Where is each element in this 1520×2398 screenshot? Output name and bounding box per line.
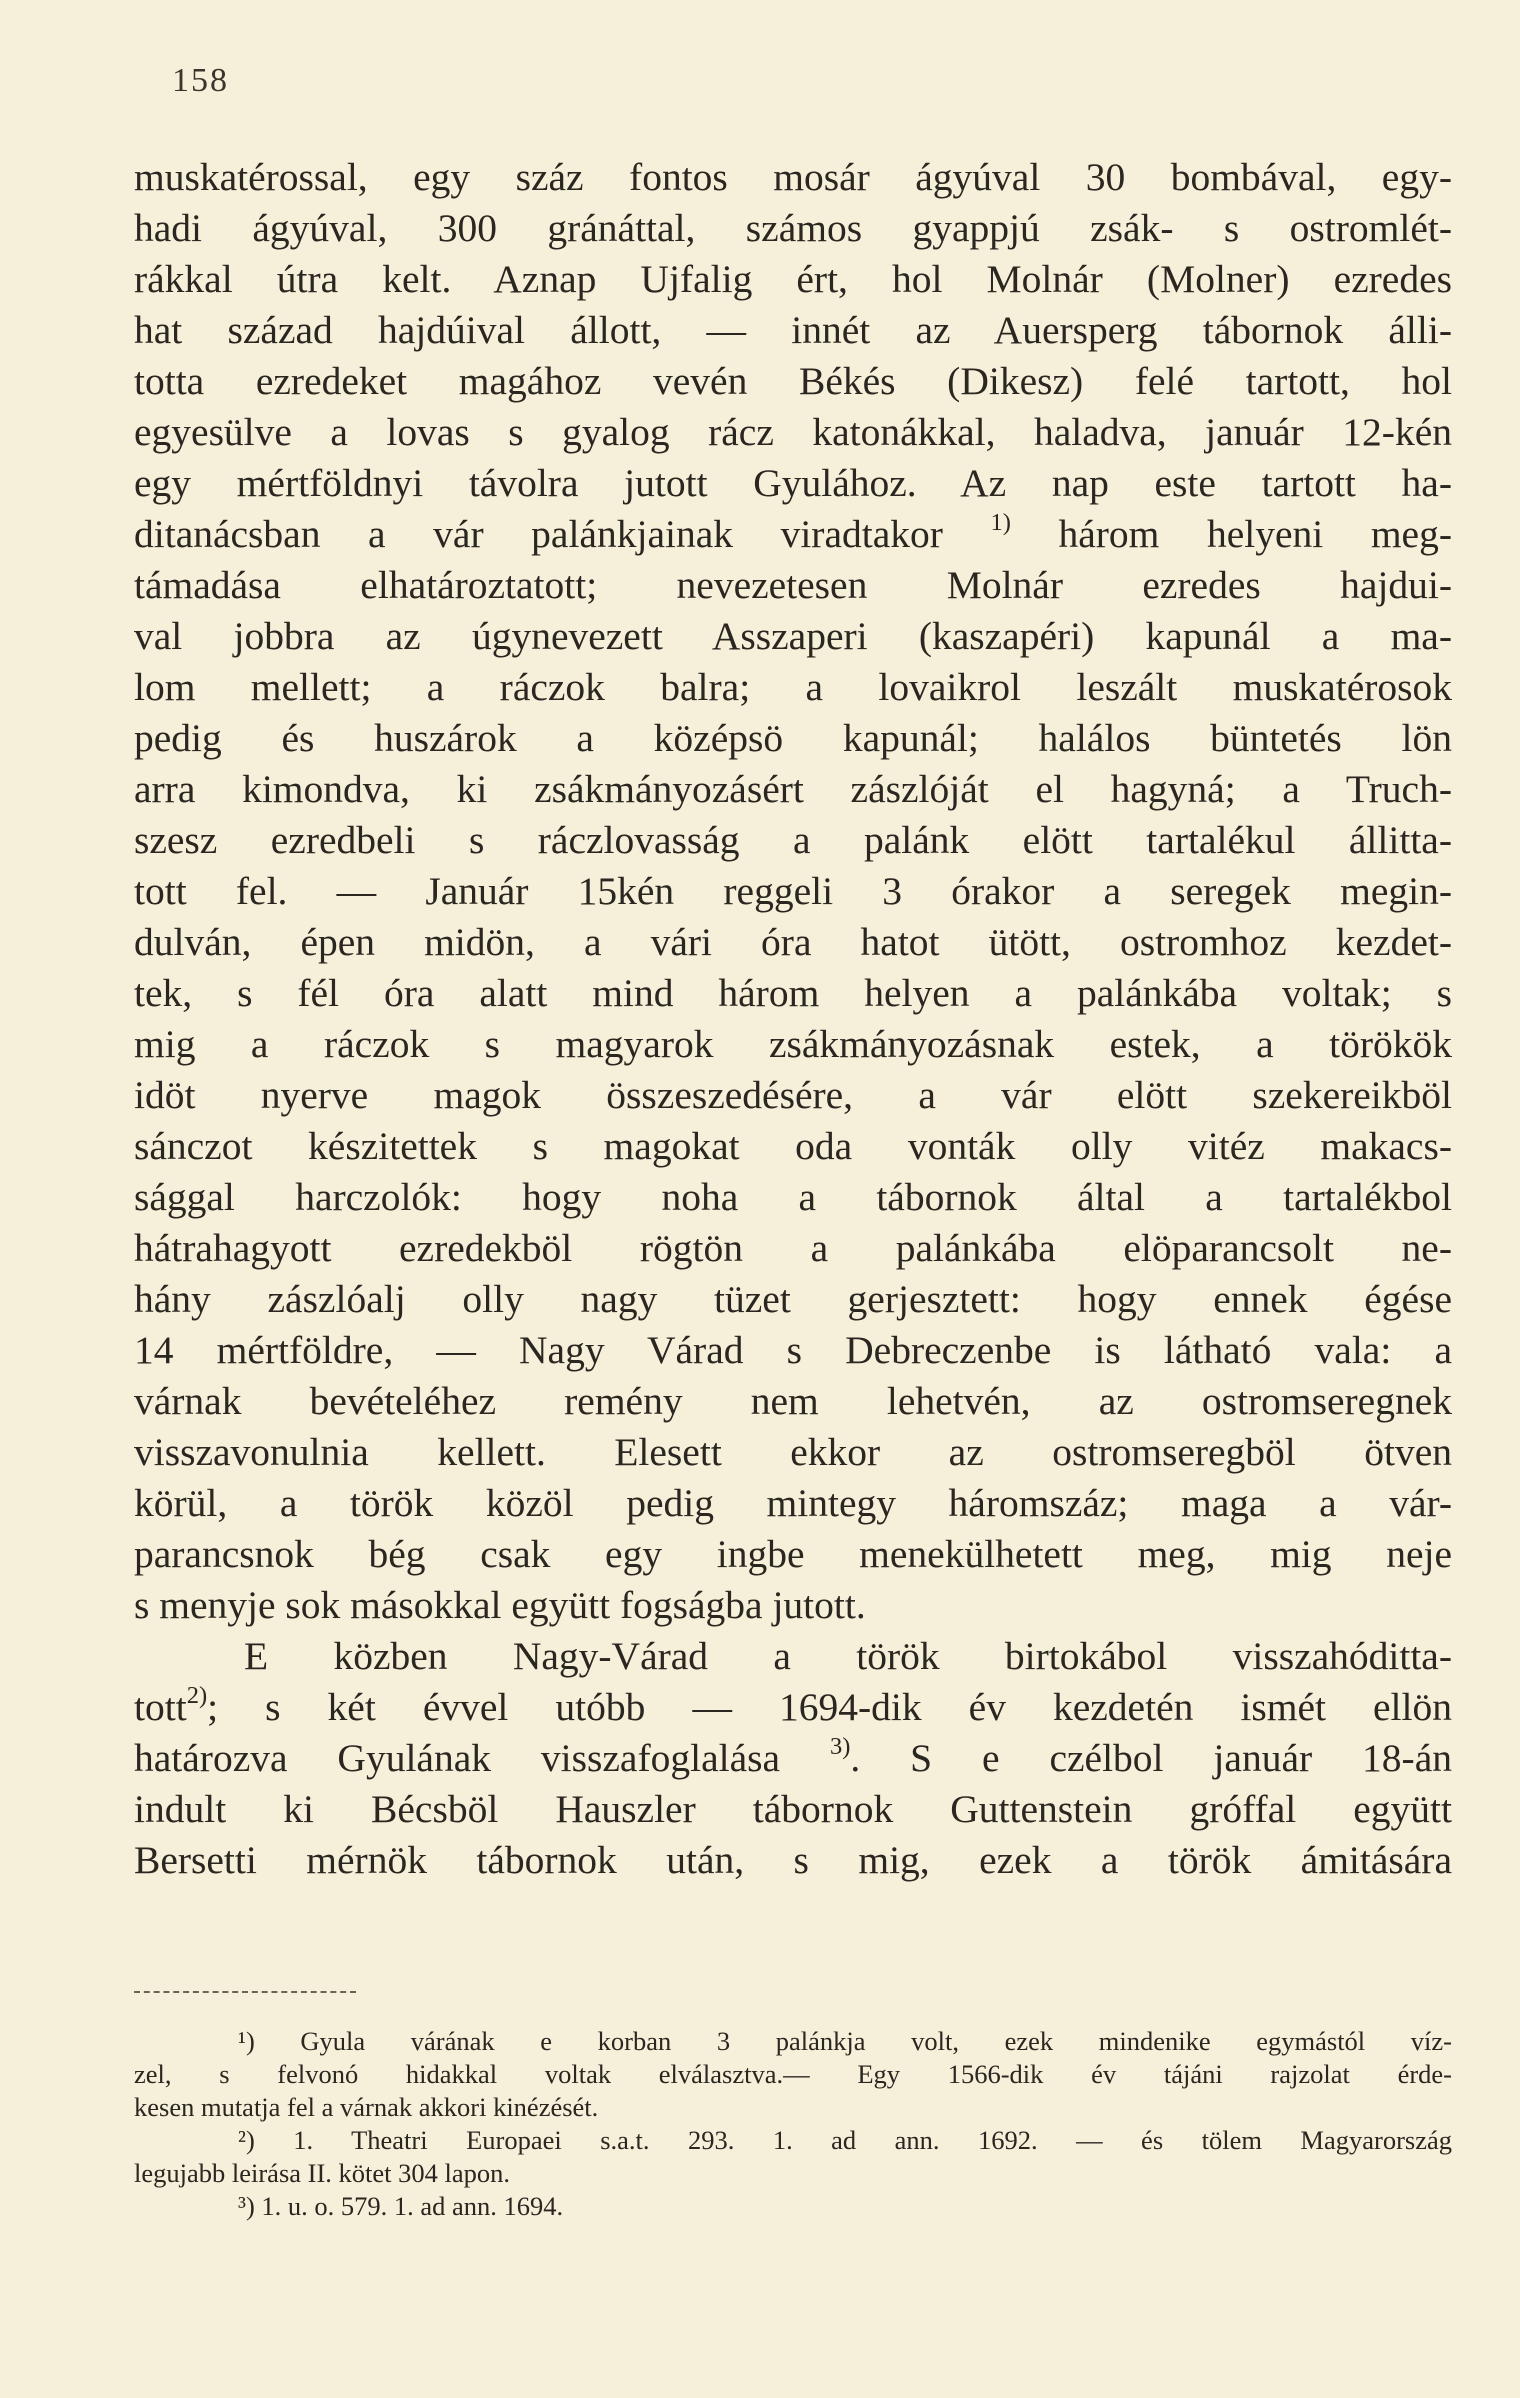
text-line: rákkal útra kelt. Aznap Ujfalig ért, hol Molnár (Molner) ezredes (134, 257, 1452, 301)
text-line: totta ezredeket magához vevén Békés (Dikesz) felé tartott, hol (134, 359, 1452, 403)
text-line-with-note-ref (134, 1733, 1452, 1784)
footnote-line: ²) 1. Theatri Europaei s.a.t. 293. 1. ad ann. 1692. — és tölem Magyarország (238, 2125, 1452, 2155)
footnote-line: kesen mutatja fel a várnak akkori kinézését. (134, 2092, 599, 2122)
text-line: indult ki Bécsböl Hauszler tábornok Guttenstein gróffal együtt (134, 1787, 1452, 1831)
text-line: Bersetti mérnök tábornok után, s mig, ezek a török ámitására (134, 1838, 1452, 1882)
text-segment: három helyeni meg- (1058, 512, 1452, 556)
text-line: E közben Nagy-Várad a török birtokábol visszahóditta- (244, 1634, 1452, 1678)
text-line-with-note-ref (134, 509, 1452, 560)
footnote-separator (134, 1991, 356, 1993)
text-segment: ditanácsban a vár palánkjainak viradtakor (134, 512, 943, 556)
text-line: mig a ráczok s magyarok zsákmányozásnak estek, a törökök (134, 1022, 1452, 1066)
footnote-line: ³) 1. u. o. 579. 1. ad ann. 1694. (238, 2191, 564, 2221)
text-segment: határozva Gyulának visszafoglalása (134, 1736, 781, 1780)
text-line: sánczot készitettek s magokat oda vonták olly vitéz makacs- (134, 1124, 1452, 1168)
text-line: tott fel. — Január 15kén reggeli 3 órakor a seregek megin- (134, 869, 1452, 913)
text-line: hat század hajdúival állott, — innét az Auersperg tábornok álli- (134, 308, 1452, 352)
text-line: idöt nyerve magok összeszedésére, a vár elött szekereikböl (134, 1073, 1452, 1117)
text-line: muskatérossal, egy száz fontos mosár ágyúval 30 bombával, egy- (134, 155, 1452, 199)
text-line-with-note-ref (134, 1682, 1452, 1733)
footnotes (134, 2025, 1452, 2223)
text-line: parancsnok bég csak egy ingbe menekülhetett meg, mig neje (134, 1532, 1452, 1576)
text-line: hadi ágyúval, 300 gránáttal, számos gyappjú zsák- s ostromlét- (134, 206, 1452, 250)
text-line: körül, a török közöl pedig mintegy háromszáz; maga a vár- (134, 1481, 1452, 1525)
text-line: pedig és huszárok a középsö kapunál; halálos büntetés lön (134, 716, 1452, 760)
footnote-ref: 1) (990, 508, 1011, 536)
text-line: várnak bevételéhez remény nem lehetvén, az ostromseregnek (134, 1379, 1452, 1423)
text-line: egy mértföldnyi távolra jutott Gyulához. Az nap este tartott ha- (134, 461, 1452, 505)
text-line: arra kimondva, ki zsákmányozásért zászlóját el hagyná; a Truch- (134, 767, 1452, 811)
footnote-ref: 3) (829, 1732, 851, 1760)
page-number: 158 (172, 62, 229, 99)
footnote-line: ¹) Gyula várának e korban 3 palánkja volt, ezek mindenike egymástól víz- (238, 2026, 1452, 2056)
text-line: 14 mértföldre, — Nagy Várad s Debreczenbe is látható vala: a (134, 1328, 1452, 1372)
text-line: egyesülve a lovas s gyalog rácz katonákkal, haladva, január 12-kén (134, 410, 1452, 454)
text-line: tek, s fél óra alatt mind három helyen a palánkába voltak; s (134, 971, 1452, 1015)
body-text (134, 152, 1452, 1886)
text-segment: . S e czélbol január 18-án (850, 1736, 1452, 1780)
text-line: dulván, épen midön, a vári óra hatot ütött, ostromhoz kezdet- (134, 920, 1452, 964)
text-line: visszavonulnia kellett. Elesett ekkor az ostromseregböl ötven (134, 1430, 1452, 1474)
text-line: szesz ezredbeli s ráczlovasság a palánk elött tartalékul állitta- (134, 818, 1452, 862)
text-line: sággal harczolók: hogy noha a tábornok által a tartalékbol (134, 1175, 1452, 1219)
text-segment: tott (134, 1685, 187, 1729)
text-line: támadása elhatároztatott; nevezetesen Molnár ezredes hajdui- (134, 563, 1452, 607)
text-line: s menyje sok másokkal együtt fogságba jutott. (134, 1583, 866, 1627)
text-line: lom mellett; a ráczok balra; a lovaikrol leszált muskatérosok (134, 665, 1452, 709)
footnote-ref: 2) (186, 1681, 208, 1709)
text-line: hátrahagyott ezredekböl rögtön a palánkába elöparancsolt ne- (134, 1226, 1452, 1270)
footnote-line: zel, s felvonó hidakkal voltak elválasztva.— Egy 1566-dik év tájáni rajzolat érde- (134, 2059, 1452, 2089)
text-segment: ; s két évvel utóbb — 1694-dik év kezdetén ismét ellön (207, 1685, 1452, 1729)
text-line: val jobbra az úgynevezett Asszaperi (kaszapéri) kapunál a ma- (134, 614, 1452, 658)
text-line: hány zászlóalj olly nagy tüzet gerjesztett: hogy ennek égése (134, 1277, 1452, 1321)
footnote-line: legujabb leirása II. kötet 304 lapon. (134, 2158, 511, 2188)
